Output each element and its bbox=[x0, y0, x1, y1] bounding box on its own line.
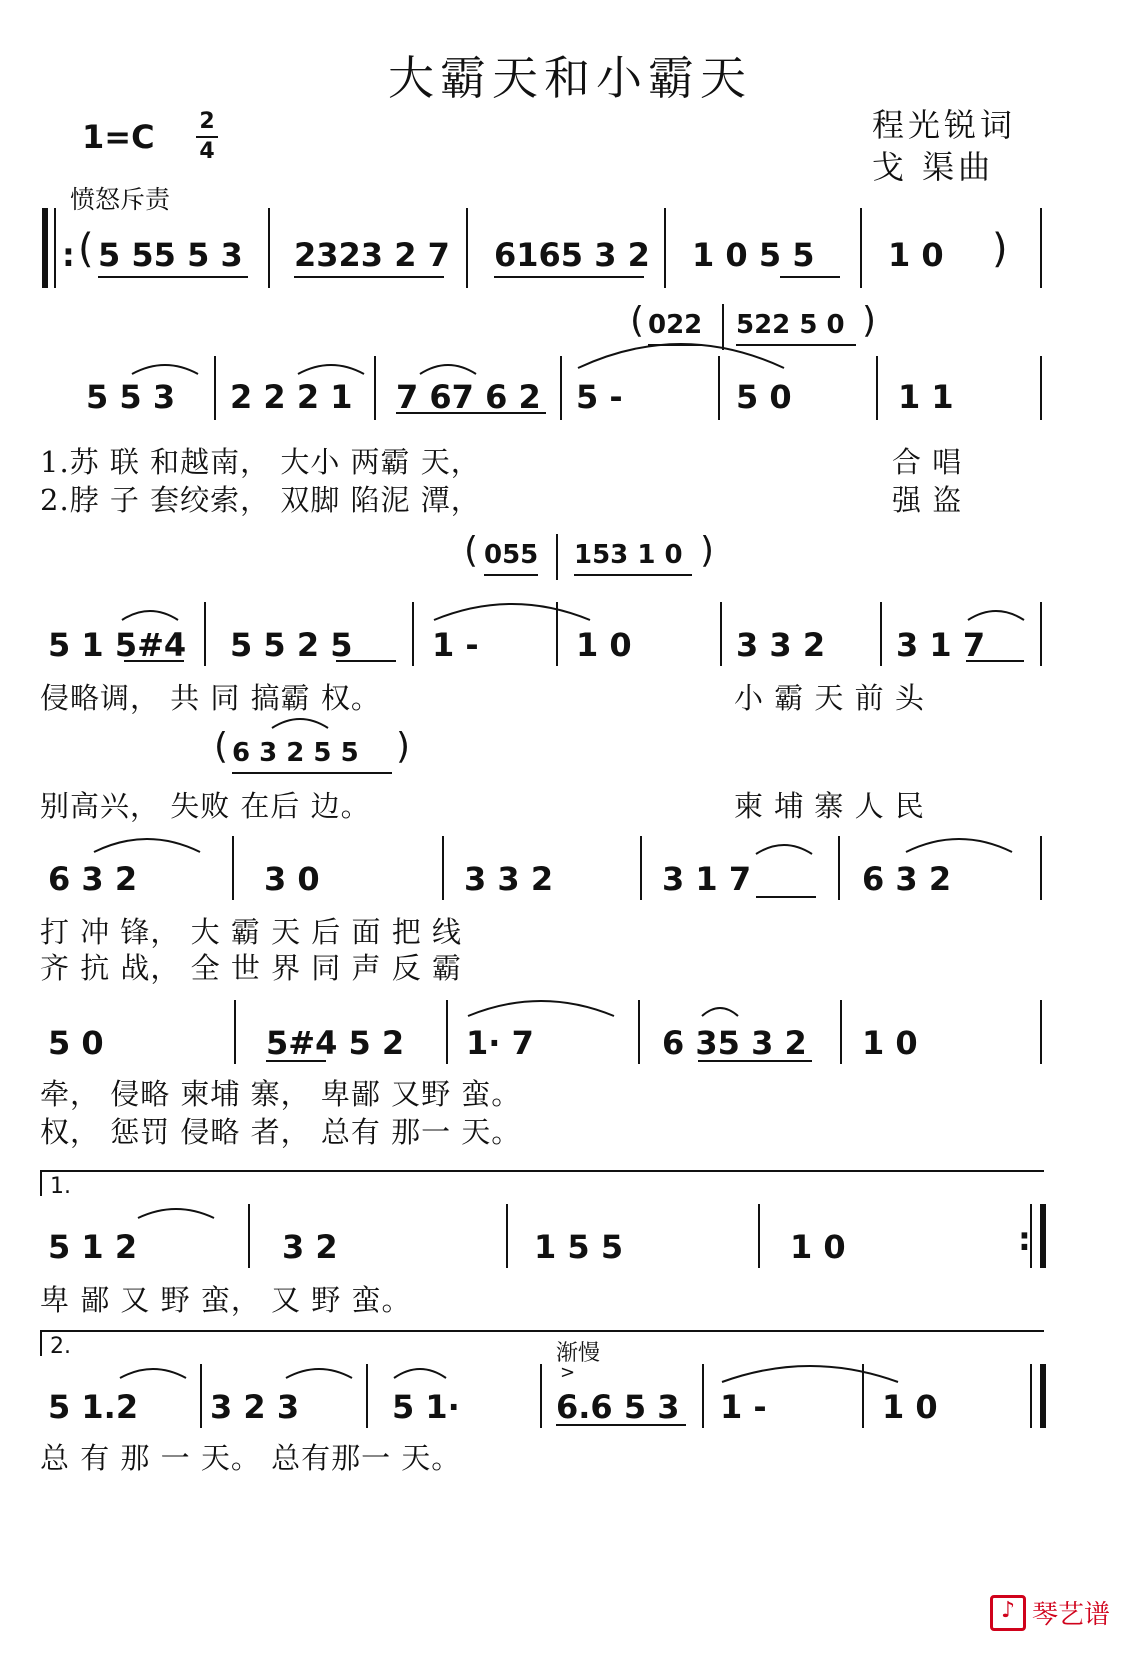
underline bbox=[266, 1060, 326, 1062]
slur bbox=[130, 356, 200, 376]
barline bbox=[638, 1000, 640, 1064]
slur bbox=[284, 1360, 354, 1380]
paren-open: ( bbox=[214, 726, 229, 767]
measure-2: 2323 2 7 bbox=[294, 236, 450, 274]
underline bbox=[494, 276, 644, 278]
underline bbox=[396, 412, 546, 414]
lyric-verse2: 齐 抗 战， 全 世 界 同 声 反 霸 bbox=[40, 951, 462, 985]
slur bbox=[296, 356, 366, 376]
barline bbox=[506, 1204, 508, 1268]
measure-6: 3 1 7 bbox=[896, 626, 986, 664]
measure-2: 2 2 2 1 bbox=[230, 378, 353, 416]
measure-3: 3 3 2 bbox=[464, 860, 554, 898]
time-top: 2 bbox=[199, 109, 215, 134]
measure-5: 1 0 bbox=[862, 1024, 918, 1062]
slur bbox=[136, 1200, 216, 1220]
tie bbox=[576, 330, 786, 370]
barline bbox=[556, 534, 558, 580]
repeat-dots: : bbox=[1018, 1220, 1031, 1258]
measure-2: 3 2 3 bbox=[210, 1388, 300, 1426]
barline bbox=[412, 602, 414, 666]
paren-close: ) bbox=[862, 300, 877, 341]
barline bbox=[1030, 1364, 1032, 1428]
volta-hook bbox=[40, 1330, 42, 1356]
tie bbox=[466, 992, 616, 1018]
slur bbox=[700, 1000, 740, 1018]
repeat-end-bar bbox=[1040, 1204, 1046, 1268]
measure-1: 5 1 5#4 bbox=[48, 626, 187, 664]
slur bbox=[120, 602, 180, 622]
barline bbox=[1040, 836, 1042, 900]
underline bbox=[780, 276, 840, 278]
measure-1: 5 1.2 bbox=[48, 1388, 139, 1426]
barline bbox=[248, 1204, 250, 1268]
underline bbox=[98, 276, 248, 278]
volta-hook bbox=[40, 1170, 42, 1196]
barline bbox=[664, 208, 666, 288]
measure-3: 1 - bbox=[432, 626, 479, 664]
barline bbox=[204, 602, 206, 666]
measure-5: 6 3 2 bbox=[862, 860, 952, 898]
lyric-line: 卑 鄙 又 野 蛮， 又 野 蛮。 bbox=[40, 1283, 412, 1317]
colon-dots: : bbox=[62, 236, 75, 274]
expression-mark: 愤怒斥责 bbox=[70, 185, 171, 214]
time-signature bbox=[196, 110, 218, 164]
barline bbox=[200, 1364, 202, 1428]
measure-2: 5 5 2 5 bbox=[230, 626, 353, 664]
measure-1: 5 1 2 bbox=[48, 1228, 138, 1266]
barline bbox=[876, 356, 878, 420]
measure-4: 6.6 5 3 bbox=[556, 1388, 680, 1426]
lyric-verse1: 打 冲 锋， 大 霸 天 后 面 把 线 bbox=[40, 915, 462, 949]
measure-5: 5 0 bbox=[736, 378, 792, 416]
measure-2: 5#4 5 2 bbox=[266, 1024, 405, 1062]
ending-2-label: 2. bbox=[50, 1334, 71, 1359]
underline bbox=[484, 574, 538, 576]
slur bbox=[118, 1360, 188, 1380]
lyric-verse1-end: 小 霸 天 前 头 bbox=[734, 681, 925, 715]
underline bbox=[124, 660, 184, 662]
measure-4: 3 1 7 bbox=[662, 860, 752, 898]
measure-5: 3 3 2 bbox=[736, 626, 826, 664]
barline bbox=[232, 836, 234, 900]
measure-3: 6165 3 2 bbox=[494, 236, 650, 274]
barline bbox=[234, 1000, 236, 1064]
logo-icon: ♪ bbox=[990, 1595, 1026, 1631]
barline bbox=[374, 356, 376, 420]
barline bbox=[880, 602, 882, 666]
slur bbox=[418, 356, 478, 376]
barline bbox=[1030, 1204, 1032, 1268]
underline bbox=[336, 660, 396, 662]
final-bar bbox=[1040, 1364, 1046, 1428]
underline bbox=[294, 276, 444, 278]
measure-5: 1 - bbox=[720, 1388, 767, 1426]
underline bbox=[232, 772, 392, 774]
page-title: 大霸天和小霸天 bbox=[388, 51, 752, 105]
underline bbox=[574, 574, 692, 576]
accomp-b: 522 5 0 bbox=[736, 310, 845, 340]
barline bbox=[268, 208, 270, 288]
barline bbox=[838, 836, 840, 900]
ending-1-label: 1. bbox=[50, 1174, 71, 1199]
barline bbox=[840, 1000, 842, 1064]
measure-3: 1 5 5 bbox=[534, 1228, 624, 1266]
barline bbox=[720, 602, 722, 666]
lyric-verse2-end: 柬 埔 寨 人 民 bbox=[734, 789, 925, 823]
lyric-verse1: 侵略调， 共 同 搞霸 权。 bbox=[40, 681, 381, 715]
volta-bracket bbox=[40, 1170, 1044, 1172]
watermark-text: 琴艺谱 bbox=[1031, 1600, 1110, 1630]
measure-3: 5 1· bbox=[392, 1388, 460, 1426]
slur bbox=[270, 710, 330, 730]
barline bbox=[560, 356, 562, 420]
barline bbox=[54, 208, 56, 288]
measure-3: 7 67 6 2 bbox=[396, 378, 541, 416]
lyric-verse2: 2.脖 子 套绞索， 双脚 陷泥 潭， bbox=[40, 483, 481, 517]
measure-6: 1 1 bbox=[898, 378, 954, 416]
measure-1: 6 3 2 bbox=[48, 860, 138, 898]
barline bbox=[640, 836, 642, 900]
barline bbox=[442, 836, 444, 900]
accent-mark: > bbox=[560, 1362, 576, 1383]
tie bbox=[720, 1356, 900, 1384]
accomp-b: 153 1 0 bbox=[574, 540, 683, 570]
slur bbox=[754, 836, 814, 856]
barline bbox=[214, 356, 216, 420]
measure-3: 1· 7 bbox=[466, 1024, 534, 1062]
lyric-verse2: 权， 惩罚 侵略 者， 总有 那一 天。 bbox=[40, 1115, 522, 1149]
measure-6: 1 0 bbox=[882, 1388, 938, 1426]
measure-2: 3 2 bbox=[282, 1228, 338, 1266]
barline bbox=[860, 208, 862, 288]
barline bbox=[366, 1364, 368, 1428]
slur bbox=[904, 830, 1014, 854]
paren-open: ( bbox=[78, 226, 94, 272]
barline bbox=[466, 208, 468, 288]
measure-4: 1 0 bbox=[576, 626, 632, 664]
underline bbox=[966, 660, 1024, 662]
paren-open: ( bbox=[630, 300, 645, 341]
paren-close: ) bbox=[992, 226, 1008, 272]
composer-credit: 戈 渠曲 bbox=[872, 148, 995, 186]
underline bbox=[756, 896, 816, 898]
slur bbox=[92, 830, 202, 854]
repeat-start-bar bbox=[42, 208, 48, 288]
lyric-line: 总 有 那 一 天。 总有那一 天。 bbox=[40, 1441, 462, 1475]
lyric-verse2: 别高兴， 失败 在后 边。 bbox=[40, 789, 371, 823]
lyric-verse1: 牵， 侵略 柬埔 寨， 卑鄙 又野 蛮。 bbox=[40, 1077, 522, 1111]
underline bbox=[556, 1424, 686, 1426]
paren-close: ) bbox=[396, 726, 411, 767]
paren-open: ( bbox=[464, 530, 479, 571]
barline bbox=[1040, 1000, 1042, 1064]
watermark bbox=[990, 1594, 1110, 1631]
measure-5: 1 0 bbox=[888, 236, 944, 274]
slur bbox=[392, 1360, 448, 1380]
measure-4: 6 35 3 2 bbox=[662, 1024, 807, 1062]
lyric-verse2-end: 强 盗 bbox=[892, 483, 963, 517]
measure-4: 1 0 5 5 bbox=[692, 236, 815, 274]
time-bottom: 4 bbox=[199, 139, 215, 164]
accomp-a: 022 bbox=[648, 310, 703, 340]
barline bbox=[1040, 602, 1042, 666]
accomp-c: 6 3 2 5 5 bbox=[232, 738, 359, 768]
volta-bracket bbox=[40, 1330, 1044, 1332]
underline bbox=[698, 1060, 812, 1062]
slur bbox=[966, 602, 1026, 622]
lyric-verse1: 1.苏 联 和越南， 大小 两霸 天， bbox=[40, 445, 481, 479]
measure-1: 5 5 3 bbox=[86, 378, 176, 416]
measure-1: 5 55 5 3 bbox=[98, 236, 243, 274]
measure-1: 5 0 bbox=[48, 1024, 104, 1062]
tie bbox=[432, 594, 592, 622]
barline bbox=[1040, 208, 1042, 288]
tempo-mark: 渐慢 bbox=[556, 1341, 601, 1366]
measure-2: 3 0 bbox=[264, 860, 320, 898]
barline bbox=[702, 1364, 704, 1428]
barline bbox=[1040, 356, 1042, 420]
measure-4: 1 0 bbox=[790, 1228, 846, 1266]
lyricist-credit: 程光锐词 bbox=[872, 106, 1017, 144]
accomp-a: 055 bbox=[484, 540, 539, 570]
key-signature: 1=C bbox=[82, 118, 155, 156]
measure-4: 5 - bbox=[576, 378, 623, 416]
barline bbox=[758, 1204, 760, 1268]
barline bbox=[446, 1000, 448, 1064]
barline bbox=[540, 1364, 542, 1428]
lyric-verse1-end: 合 唱 bbox=[892, 445, 963, 479]
paren-close: ) bbox=[700, 530, 715, 571]
